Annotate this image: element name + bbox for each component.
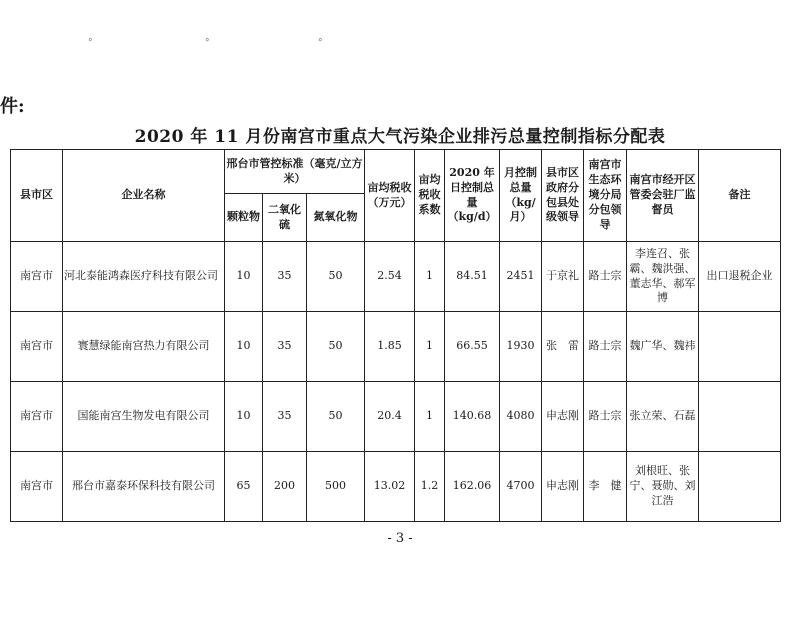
table-row xyxy=(11,312,781,382)
cell-county: 南宫市 xyxy=(11,382,63,452)
cell-particulate: 10 xyxy=(225,312,263,382)
header-monthly: 月控制总量（kg/月） xyxy=(500,150,542,242)
table-row xyxy=(11,382,781,452)
cell-nox: 500 xyxy=(307,452,365,522)
cell-gov-leader: 张 雷 xyxy=(542,312,584,382)
cell-monthly: 4700 xyxy=(500,452,542,522)
cell-gov-leader: 于京礼 xyxy=(542,242,584,312)
cell-tax: 2.54 xyxy=(365,242,415,312)
header-daily: 2020 年日控制总量（kg/d） xyxy=(445,150,500,242)
cell-note: 出口退税企业 xyxy=(699,242,781,312)
cell-note xyxy=(699,312,781,382)
cell-company: 邢台市嘉泰环保科技有限公司 xyxy=(63,452,225,522)
cell-nox: 50 xyxy=(307,382,365,452)
header-nox: 氮氧化物 xyxy=(307,194,365,242)
header-zone-supervisor: 南宫市经开区管委会驻厂监督员 xyxy=(627,150,699,242)
cell-daily: 140.68 xyxy=(445,382,500,452)
cell-so2: 35 xyxy=(263,312,307,382)
header-company: 企业名称 xyxy=(63,150,225,242)
cell-daily: 162.06 xyxy=(445,452,500,522)
margin-mark: ° xyxy=(88,38,94,48)
cell-county: 南宫市 xyxy=(11,452,63,522)
page-number: - 3 - xyxy=(387,531,413,546)
attachment-label: 件: xyxy=(0,96,25,117)
header-tax: 亩均税收（万元） xyxy=(365,150,415,242)
cell-monthly: 2451 xyxy=(500,242,542,312)
cell-gov-leader: 申志刚 xyxy=(542,452,584,522)
cell-coef: 1 xyxy=(415,312,445,382)
header-coef: 亩均税收系数 xyxy=(415,150,445,242)
cell-company: 寰慧绿能南宫热力有限公司 xyxy=(63,312,225,382)
cell-so2: 35 xyxy=(263,242,307,312)
table-row xyxy=(11,452,781,522)
header-county: 县市区 xyxy=(11,150,63,242)
cell-particulate: 65 xyxy=(225,452,263,522)
cell-county: 南宫市 xyxy=(11,242,63,312)
cell-daily: 84.51 xyxy=(445,242,500,312)
cell-supervisor: 魏广华、魏祎 xyxy=(627,312,699,382)
cell-coef: 1 xyxy=(415,382,445,452)
header-note: 备注 xyxy=(699,150,781,242)
cell-env-leader: 李 健 xyxy=(584,452,627,522)
cell-daily: 66.55 xyxy=(445,312,500,382)
cell-gov-leader: 申志刚 xyxy=(542,382,584,452)
cell-so2: 35 xyxy=(263,382,307,452)
cell-particulate: 10 xyxy=(225,242,263,312)
cell-so2: 200 xyxy=(263,452,307,522)
header-standard: 邢台市管控标准（毫克/立方米） xyxy=(225,150,365,194)
cell-coef: 1.2 xyxy=(415,452,445,522)
cell-tax: 20.4 xyxy=(365,382,415,452)
cell-supervisor: 张立荣、石磊 xyxy=(627,382,699,452)
allocation-table xyxy=(10,149,781,522)
margin-mark: ° xyxy=(318,38,324,48)
cell-particulate: 10 xyxy=(225,382,263,452)
cell-monthly: 1930 xyxy=(500,312,542,382)
margin-mark: ° xyxy=(205,38,211,48)
cell-nox: 50 xyxy=(307,312,365,382)
header-so2: 二氧化硫 xyxy=(263,194,307,242)
cell-county: 南宫市 xyxy=(11,312,63,382)
cell-env-leader: 路士宗 xyxy=(584,242,627,312)
cell-supervisor: 刘根旺、张宁、聂勋、刘江浩 xyxy=(627,452,699,522)
page-title: 2020 年 11 月份南宫市重点大气污染企业排污总量控制指标分配表 xyxy=(134,127,666,147)
cell-note xyxy=(699,382,781,452)
cell-monthly: 4080 xyxy=(500,382,542,452)
header-gov-leader: 县市区政府分包县处级领导 xyxy=(542,150,584,242)
cell-nox: 50 xyxy=(307,242,365,312)
cell-company: 河北泰能鸿森医疗科技有限公司 xyxy=(63,242,225,312)
header-env-leader: 南宫市生态环境分局分包领导 xyxy=(584,150,627,242)
cell-env-leader: 路士宗 xyxy=(584,382,627,452)
cell-env-leader: 路士宗 xyxy=(584,312,627,382)
cell-coef: 1 xyxy=(415,242,445,312)
cell-company: 国能南宫生物发电有限公司 xyxy=(63,382,225,452)
cell-note xyxy=(699,452,781,522)
cell-supervisor: 李连召、张霸、魏洪强、董志华、郝军博 xyxy=(627,242,699,312)
table-row xyxy=(11,242,781,312)
cell-tax: 13.02 xyxy=(365,452,415,522)
cell-tax: 1.85 xyxy=(365,312,415,382)
header-particulate: 颗粒物 xyxy=(225,194,263,242)
